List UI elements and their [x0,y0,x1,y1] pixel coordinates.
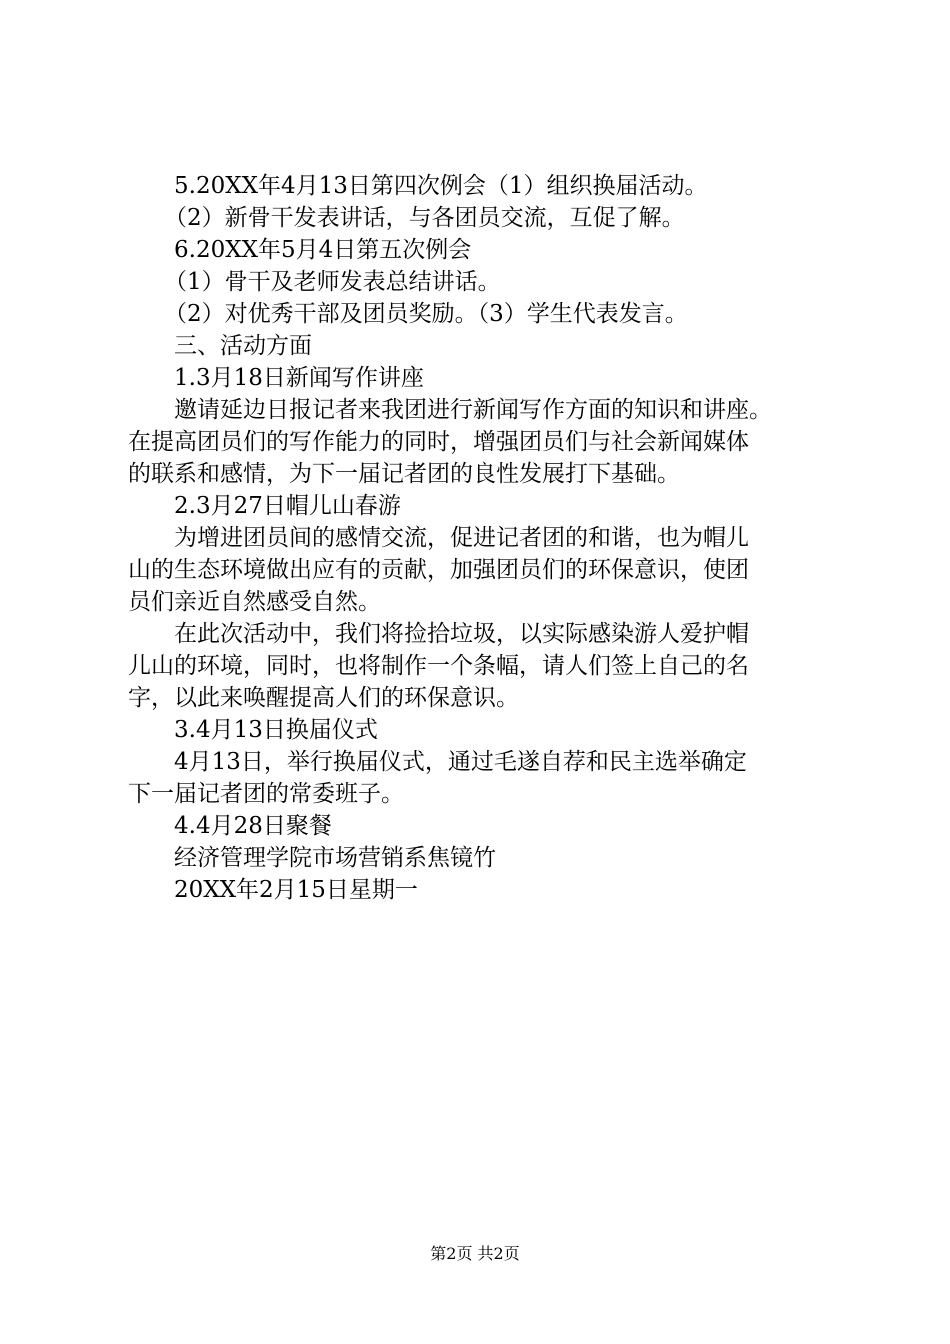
paragraph-line: 在此次活动中，我们将捡拾垃圾，以实际感染游人爱护帽 [174,621,749,647]
text-line: 6.20XX年5月4日第五次例会 [174,237,472,263]
paragraph-line: 的联系和感情，为下一届记者团的良性发展打下基础。 [128,461,680,487]
text-line: 5.20XX年4月13日第四次例会（1）组织换届活动。 [174,173,708,199]
page-footer [0,1243,950,1265]
paragraph-line: 字，以此来唤醒提高人们的环保意识。 [128,685,519,711]
text-line: （2）新骨干发表讲话，与各团员交流，互促了解。 [164,205,685,231]
paragraph-line: 山的生态环境做出应有的贡献，加强团员们的环保意识，使团 [128,557,749,583]
paragraph-line: 下一届记者团的常委班子。 [128,781,404,807]
paragraph-line: 为增进团员间的感情交流，促进记者团的和谐，也为帽儿 [174,525,749,551]
subsection-heading: 4.4月28日聚餐 [174,813,332,839]
paragraph-line: 邀请延边日报记者来我团进行新闻写作方面的知识和讲座。 [174,397,772,423]
page-number-label: 第2页 共2页 [430,1244,520,1263]
signature-author: 经济管理学院市场营销系焦镜竹 [174,845,496,871]
text-line: （1）骨干及老师发表总结讲话。 [164,269,501,295]
text-line: （2）对优秀干部及团员奖励。（3）学生代表发言。 [164,301,688,327]
paragraph-line: 在提高团员们的写作能力的同时，增强团员们与社会新闻媒体 [128,429,749,455]
signature-date: 20XX年2月15日星期一 [174,877,418,903]
section-heading: 三、活动方面 [174,333,312,359]
subsection-heading: 2.3月27日帽儿山春游 [174,493,401,519]
subsection-heading: 1.3月18日新闻写作讲座 [174,365,424,391]
paragraph-line: 儿山的环境，同时，也将制作一个条幅，请人们签上自己的名 [128,653,749,679]
subsection-heading: 3.4月13日换届仪式 [174,717,378,743]
document-body [128,170,838,906]
paragraph-line: 员们亲近自然感受自然。 [128,589,381,615]
paragraph-line: 4月13日，举行换届仪式，通过毛遂自荐和民主选举确定 [174,749,747,775]
